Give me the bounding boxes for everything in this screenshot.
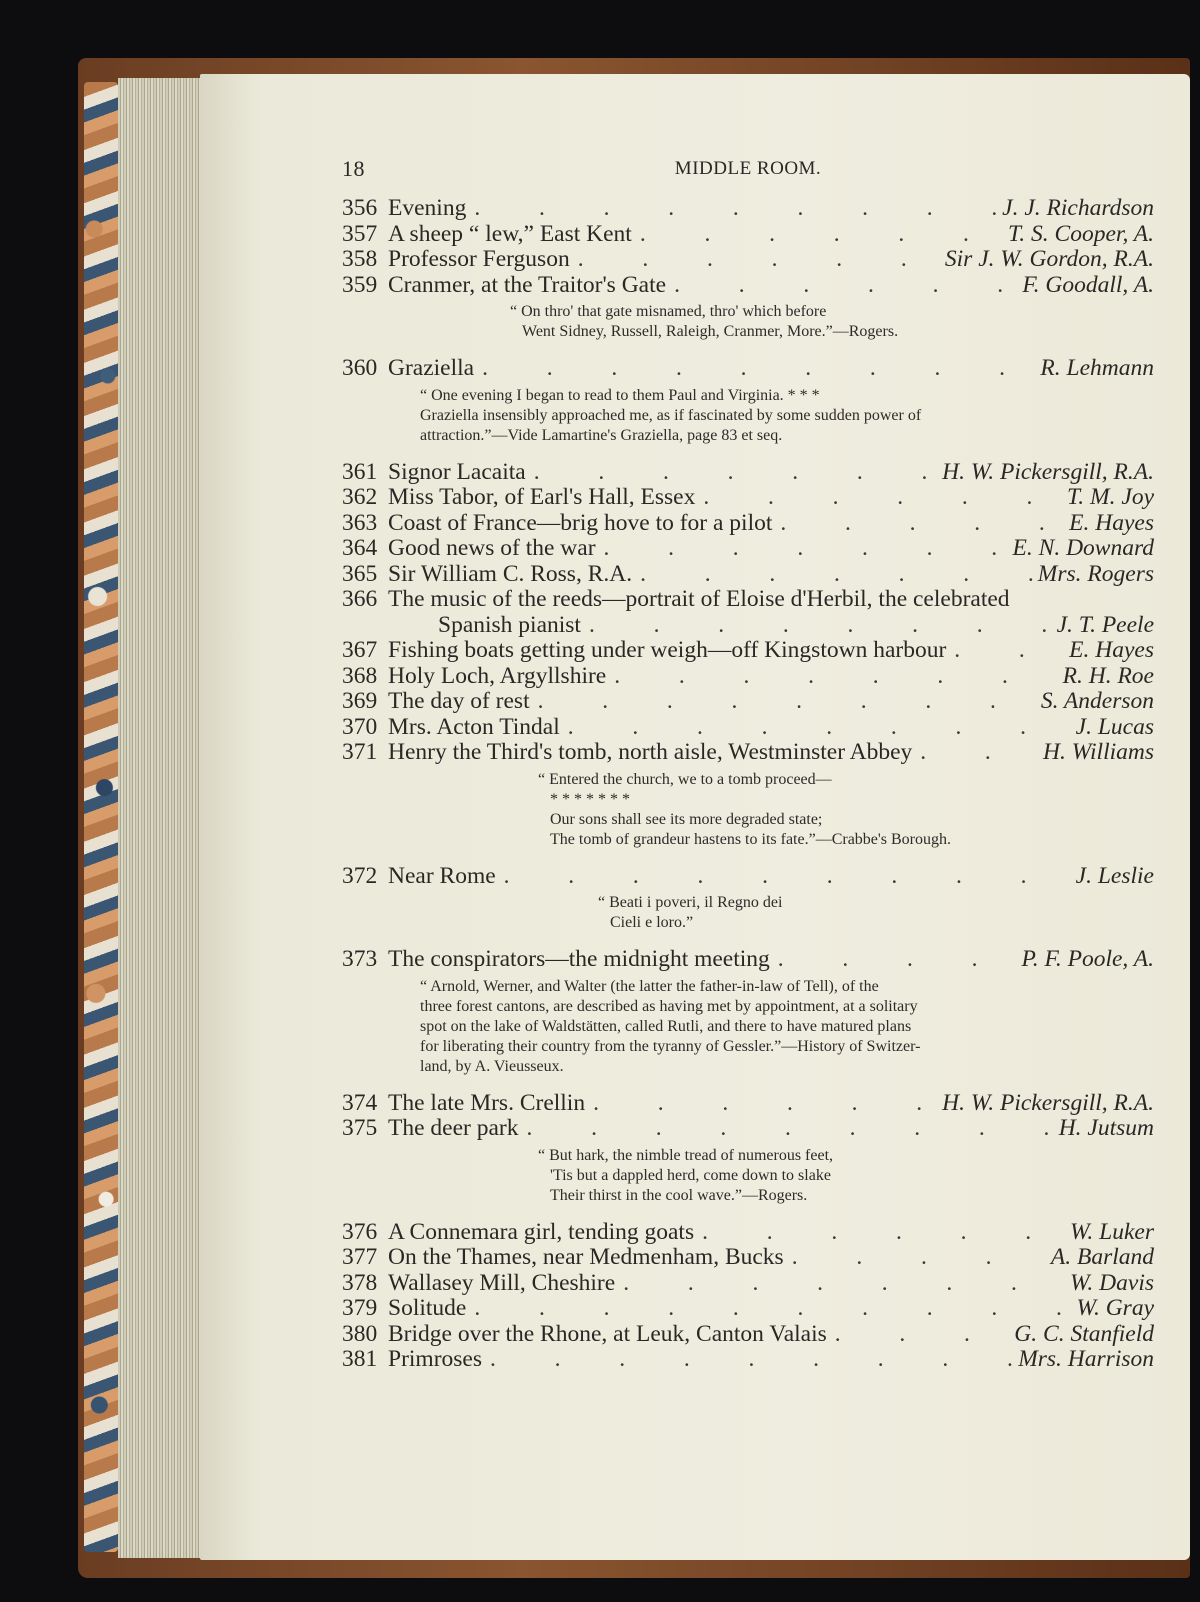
entry-line <box>342 273 1154 299</box>
entry-artist: F. Goodall, A. <box>1022 271 1154 298</box>
entry-artist: R. Lehmann <box>1040 355 1154 381</box>
entry-number: 358 <box>342 246 378 272</box>
entry-title: Solitude <box>388 1295 467 1321</box>
entry-title: Spanish pianist <box>438 611 581 638</box>
entry-number: 356 <box>342 195 378 221</box>
entry-line <box>342 1245 1154 1271</box>
page-edges <box>118 78 208 1558</box>
entry-title: Cranmer, at the Traitor's Gate <box>388 271 667 298</box>
entry-artist: W. Davis <box>1070 1269 1154 1296</box>
quotation-line: “ Beati i poveri, il Regno dei <box>598 894 783 911</box>
catalogue-entry <box>342 1296 1154 1322</box>
dot-leader <box>912 740 1043 766</box>
entry-number: 371 <box>342 739 378 765</box>
dot-leader <box>694 1220 1070 1246</box>
entry-line <box>342 947 1154 973</box>
entry-line <box>342 740 1154 766</box>
catalogue-entry <box>342 1322 1154 1348</box>
entry-line <box>342 1322 1154 1348</box>
dot-leader <box>466 1296 1076 1322</box>
entry-artist: T. S. Cooper, A. <box>1007 220 1154 247</box>
dot-leader <box>666 273 1022 299</box>
dot-leader <box>482 1347 1018 1373</box>
entry-number: 381 <box>342 1346 378 1372</box>
entry-number: 360 <box>342 355 378 381</box>
dot-leader <box>581 613 1057 639</box>
dot-leader <box>827 1322 1015 1348</box>
entry-title: Good news of the war <box>388 535 596 561</box>
entry-line <box>342 1220 1154 1246</box>
quotation-line: “ Arnold, Werner, and Walter (the latter the father-in-law of Tell), of the <box>420 977 879 995</box>
running-head <box>342 150 1154 190</box>
entry-artist: E. Hayes <box>1069 509 1154 536</box>
entry-line <box>342 536 1154 562</box>
entry-artist: H. Williams <box>1043 739 1154 765</box>
entry-title: Signor Lacaita <box>388 458 526 485</box>
entry-number: 363 <box>342 509 378 536</box>
entry-number: 379 <box>342 1295 378 1321</box>
entry-title: Miss Tabor, of Earl's Hall, Essex <box>388 484 696 510</box>
quotation-line: land, by A. Vieusseux. <box>420 1057 564 1075</box>
entry-title: Evening <box>388 195 467 221</box>
entry-number: 375 <box>342 1115 378 1141</box>
catalogue-entry <box>342 638 1154 664</box>
entry-line <box>342 638 1154 664</box>
quotation-line: attraction.”—Vide Lamartine's Graziella, page 83 et seq. <box>420 426 783 444</box>
entry-artist: S. Anderson <box>1040 688 1154 714</box>
entry-line <box>342 1091 1154 1117</box>
entry-artist: J. Lucas <box>1075 713 1154 740</box>
dot-leader <box>770 947 1022 973</box>
entry-title: The music of the reeds—portrait of Eloise d'Herbil, the celebrated <box>388 586 1010 612</box>
catalogue-entry <box>342 196 1154 222</box>
entry-artist: W. Luker <box>1070 1218 1154 1245</box>
entry-artist: A. Barland <box>1050 1244 1154 1270</box>
entry-artist: Mrs. Rogers <box>1037 560 1154 587</box>
entry-artist: G. C. Stanfield <box>1014 1320 1154 1347</box>
entry-line <box>342 664 1154 690</box>
quotation-line: Graziella insensibly approached me, as if fascinated by some sudden power of <box>420 406 922 424</box>
entry-line <box>342 613 1154 639</box>
page-content <box>342 150 1154 1373</box>
entry-line <box>342 689 1154 715</box>
catalogue-entries <box>342 196 1154 1373</box>
entry-number: 367 <box>342 637 378 663</box>
running-title: MIDDLE ROOM. <box>674 158 822 179</box>
catalogue-entry <box>342 947 1154 1077</box>
dot-leader <box>474 356 1040 382</box>
entry-quotation <box>342 893 1154 933</box>
catalogue-entry <box>342 1245 1154 1271</box>
entry-number: 380 <box>342 1320 378 1347</box>
dot-leader <box>466 196 1002 222</box>
entry-line <box>342 247 1154 273</box>
catalogue-entry <box>342 1220 1154 1246</box>
entry-number: 364 <box>342 535 378 561</box>
entry-line <box>342 460 1154 486</box>
entry-artist: W. Gray <box>1076 1295 1154 1321</box>
entry-line <box>342 1271 1154 1297</box>
entry-quotation <box>342 302 1154 342</box>
entry-quotation <box>342 770 1154 850</box>
entry-artist: E. N. Downard <box>1012 535 1154 561</box>
entry-line <box>342 1347 1154 1373</box>
dot-leader <box>526 460 942 486</box>
entry-title: Graziella <box>388 355 475 381</box>
entry-title: Wallasey Mill, Cheshire <box>388 1269 616 1296</box>
entry-line <box>342 864 1154 890</box>
catalogue-entry <box>342 689 1154 715</box>
entry-title: The conspirators—the midnight meeting <box>388 946 770 972</box>
dot-leader <box>615 1271 1070 1297</box>
quotation-line: Cieli e loro.” <box>610 914 694 931</box>
dot-leader <box>632 562 1038 588</box>
entry-artist: P. F. Poole, A. <box>1021 946 1154 972</box>
entry-artist: H. Jutsum <box>1058 1115 1154 1141</box>
entry-artist: Mrs. Harrison <box>1018 1346 1154 1372</box>
catalogue-entry <box>342 460 1154 486</box>
entry-number: 369 <box>342 688 378 714</box>
entry-artist: J. J. Richardson <box>1002 195 1154 221</box>
catalogue-entry <box>342 587 1154 638</box>
entry-number: 376 <box>342 1218 378 1245</box>
quotation-line: “ Entered the church, we to a tomb proceed— <box>538 770 832 788</box>
entry-artist: T. M. Joy <box>1066 484 1154 510</box>
entry-title: Sir William C. Ross, R.A. <box>388 560 633 587</box>
entry-title: A sheep “ lew,” East Kent <box>388 220 632 247</box>
quotation-line: “ One evening I began to read to them Paul and Virginia. * * * <box>420 386 820 404</box>
entry-number: 359 <box>342 271 378 298</box>
entry-title: The late Mrs. Crellin <box>388 1089 586 1116</box>
entry-line <box>342 715 1154 741</box>
quotation-line: 'Tis but a dappled herd, come down to slake <box>550 1166 831 1184</box>
entry-artist: H. W. Pickersgill, R.A. <box>942 458 1154 485</box>
quotation-line: Their thirst in the cool wave.”—Rogers. <box>550 1186 808 1204</box>
entry-title: Near Rome <box>388 862 496 889</box>
catalogue-entry <box>342 485 1154 511</box>
dot-leader <box>772 511 1069 537</box>
dot-leader <box>496 864 1076 890</box>
quotation-line: The tomb of grandeur hastens to its fate.”—Crabbe's Borough. <box>550 830 952 848</box>
catalogue-entry <box>342 664 1154 690</box>
catalogue-entry <box>342 1091 1154 1117</box>
entry-line <box>342 1296 1154 1322</box>
dot-leader <box>530 689 1041 715</box>
dot-leader <box>632 222 1008 248</box>
entry-line <box>342 1116 1154 1142</box>
dot-leader <box>596 536 1013 562</box>
catalogue-entry <box>342 273 1154 343</box>
catalogue-entry <box>342 864 1154 934</box>
entry-number: 374 <box>342 1089 378 1116</box>
catalogue-entry <box>342 1116 1154 1206</box>
entry-title: Coast of France—brig hove to for a pilot <box>388 509 773 536</box>
entry-title: Holy Loch, Argyllshire <box>388 662 607 689</box>
quotation-line: Our sons shall see its more degraded state; <box>550 810 823 828</box>
marbled-edge <box>84 82 118 1552</box>
entry-number: 357 <box>342 220 378 247</box>
entry-number: 365 <box>342 560 378 587</box>
quotation-line: “ On thro' that gate misnamed, thro' which before <box>510 303 827 320</box>
entry-title: Henry the Third's tomb, north aisle, Westminster Abbey <box>388 739 913 765</box>
dot-leader <box>518 1116 1058 1142</box>
quotation-line: for liberating their country from the tyranny of Gessler.”—History of Switzer- <box>420 1037 921 1055</box>
entry-title: Mrs. Acton Tindal <box>388 713 560 740</box>
entry-title: The day of rest <box>388 688 530 714</box>
entry-quotation <box>342 1146 1154 1206</box>
dot-leader <box>585 1091 942 1117</box>
entry-number: 361 <box>342 458 378 485</box>
entry-artist: J. Leslie <box>1075 862 1154 889</box>
quotation-line: Went Sidney, Russell, Raleigh, Cranmer, More.”—Rogers. <box>522 323 899 340</box>
entry-line <box>342 562 1154 588</box>
dot-leader <box>606 664 1062 690</box>
catalogue-entry <box>342 740 1154 850</box>
dot-leader <box>560 715 1076 741</box>
entry-title: The deer park <box>388 1115 519 1141</box>
dot-leader <box>570 247 945 273</box>
entry-number: 377 <box>342 1244 378 1270</box>
entry-title: Fishing boats getting under weigh—off Kingstown harbour <box>388 637 947 663</box>
entry-line <box>342 587 1154 613</box>
catalogue-entry <box>342 247 1154 273</box>
entry-line <box>342 196 1154 222</box>
entry-number: 372 <box>342 862 378 889</box>
catalogue-entry <box>342 511 1154 537</box>
entry-number: 368 <box>342 662 378 689</box>
entry-title: Professor Ferguson <box>388 246 570 272</box>
entry-number: 366 <box>342 586 378 612</box>
entry-artist: R. H. Roe <box>1062 662 1154 689</box>
page-number: 18 <box>342 156 365 181</box>
catalogue-entry <box>342 715 1154 741</box>
entry-line <box>342 485 1154 511</box>
entry-title: A Connemara girl, tending goats <box>388 1218 695 1245</box>
catalogue-entry <box>342 1347 1154 1373</box>
dot-leader <box>695 485 1067 511</box>
entry-artist: J. T. Peele <box>1056 611 1154 638</box>
entry-line <box>342 511 1154 537</box>
entry-number: 362 <box>342 484 378 510</box>
entry-artist: E. Hayes <box>1069 637 1154 663</box>
quotation-line: spot on the lake of Waldstätten, called Rutli, and there to have matured plans <box>420 1017 912 1035</box>
entry-quotation <box>342 386 1154 446</box>
quotation-line: “ But hark, the nimble tread of numerous feet, <box>538 1146 834 1164</box>
catalogue-entry <box>342 536 1154 562</box>
dot-leader <box>784 1245 1051 1271</box>
catalogue-entry <box>342 222 1154 248</box>
quotation-line: * * * * * * * <box>550 790 630 808</box>
entry-title: Bridge over the Rhone, at Leuk, Canton Valais <box>388 1320 827 1347</box>
entry-number: 373 <box>342 946 378 972</box>
entry-artist: Sir J. W. Gordon, R.A. <box>944 246 1154 272</box>
entry-line <box>342 222 1154 248</box>
entry-artist: H. W. Pickersgill, R.A. <box>942 1089 1154 1116</box>
entry-quotation <box>342 977 1154 1077</box>
entry-number: 378 <box>342 1269 378 1296</box>
catalogue-entry <box>342 356 1154 446</box>
entry-title: Primroses <box>388 1346 482 1372</box>
dot-leader <box>946 638 1069 664</box>
catalogue-entry <box>342 562 1154 588</box>
entry-line <box>342 356 1154 382</box>
entry-number: 370 <box>342 713 378 740</box>
entry-title: On the Thames, near Medmenham, Bucks <box>388 1244 784 1270</box>
catalogue-entry <box>342 1271 1154 1297</box>
quotation-line: three forest cantons, are described as having met by appointment, at a solitary <box>420 997 918 1015</box>
